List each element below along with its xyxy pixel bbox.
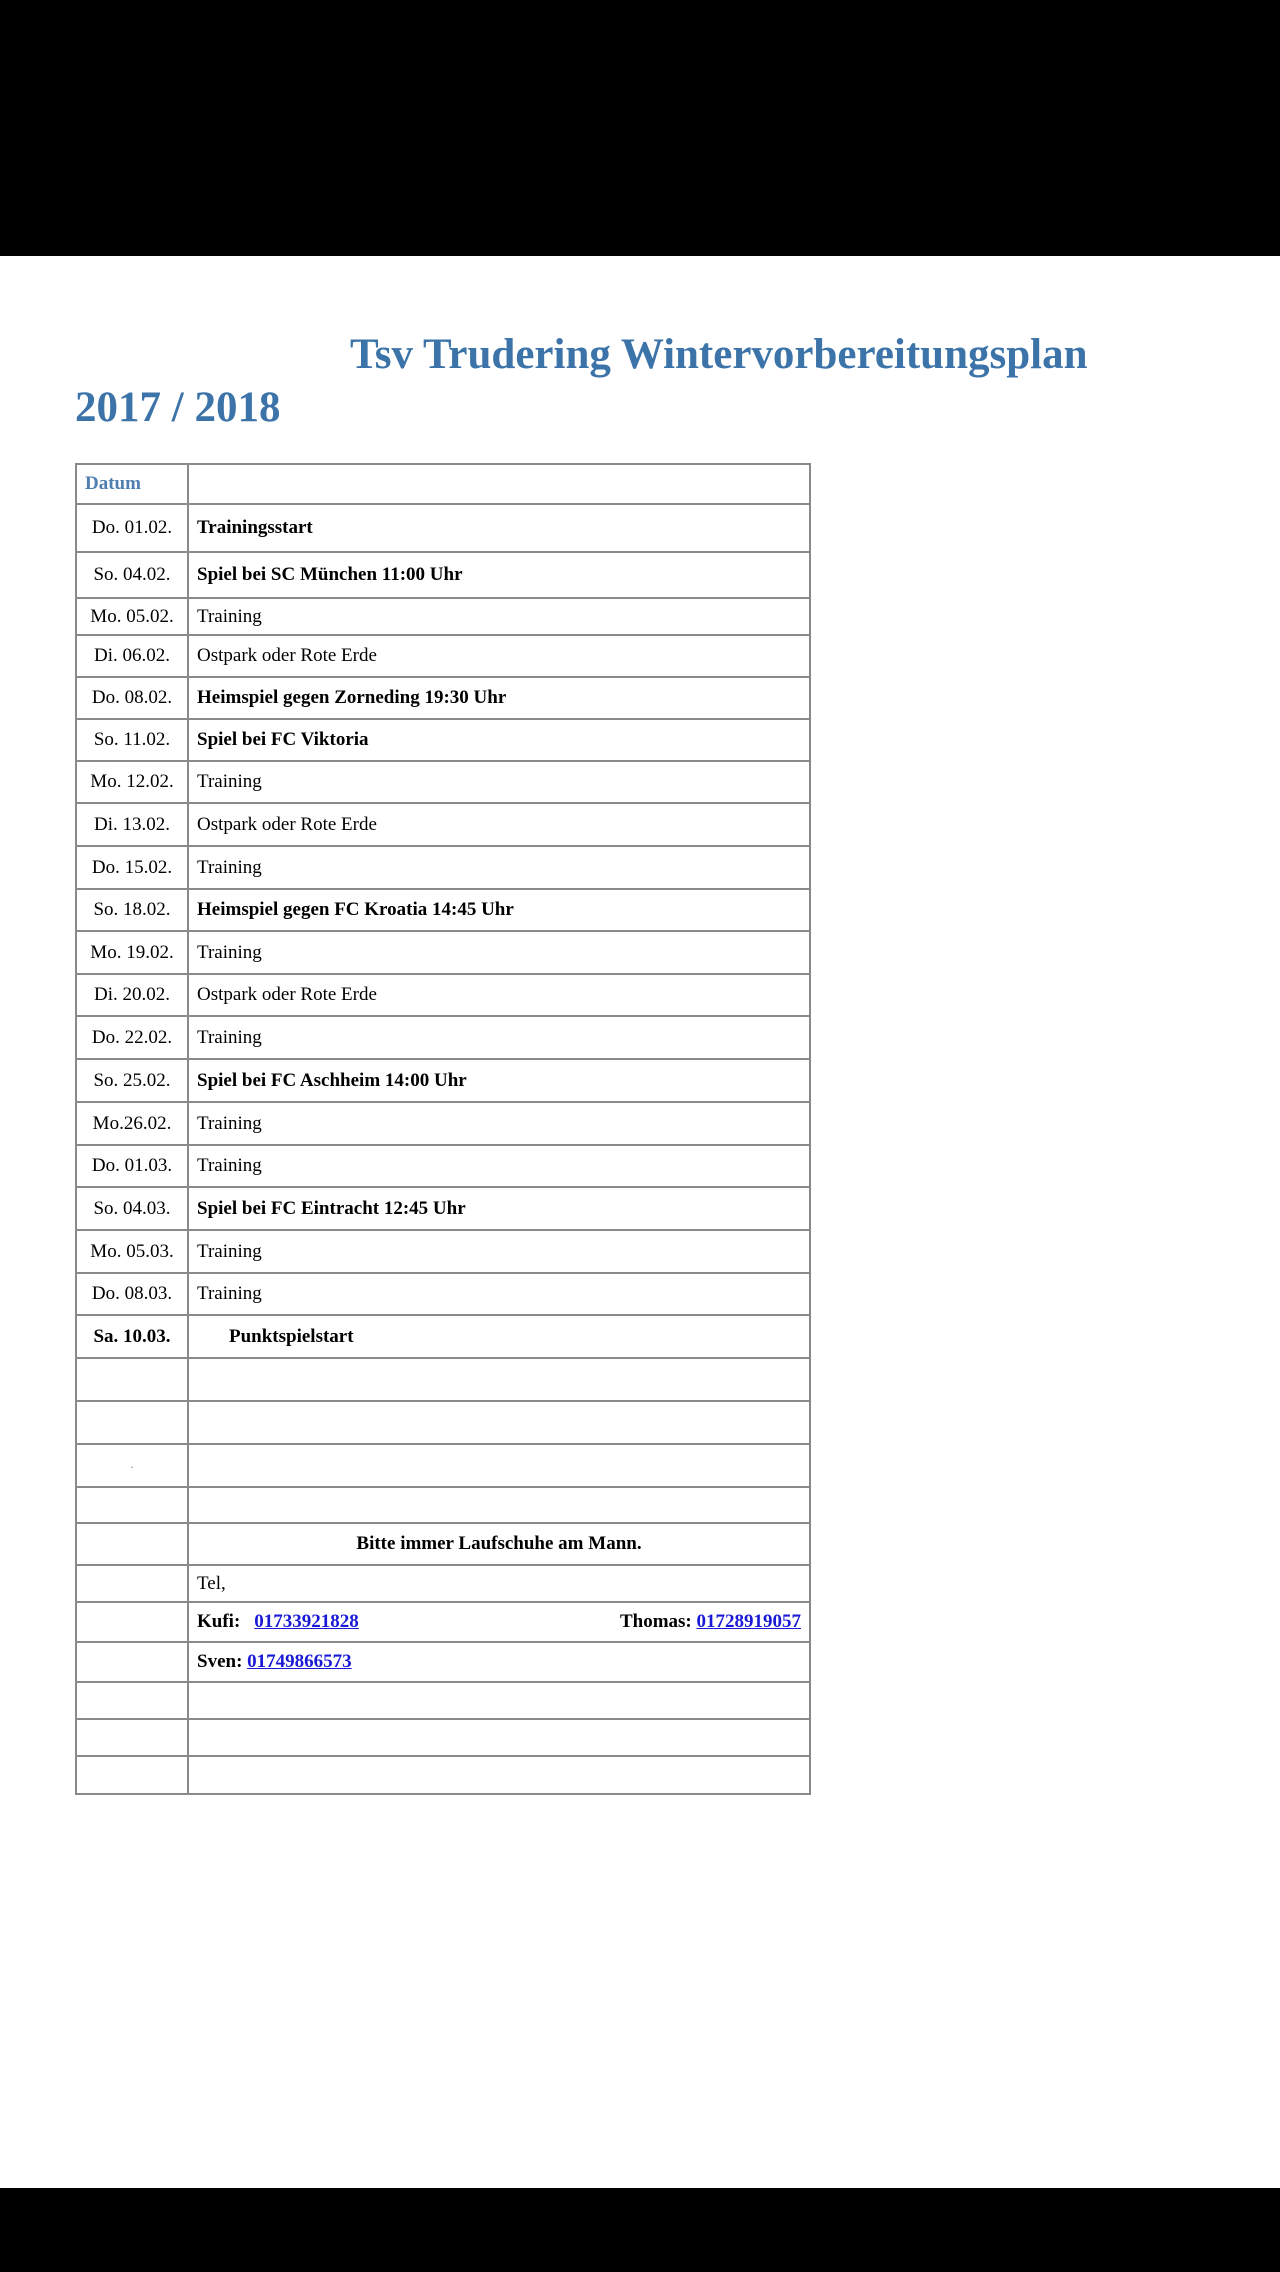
row-date: Sa. 10.03. — [76, 1315, 188, 1358]
row-info: Ostpark oder Rote Erde — [188, 635, 810, 677]
notice-text: Bitte immer Laufschuhe am Mann. — [188, 1523, 810, 1565]
table-row — [76, 1059, 810, 1102]
contacts-cell — [188, 1602, 810, 1642]
table-row-blank — [76, 1719, 810, 1756]
tel-label: Tel, — [188, 1565, 810, 1602]
row-date: So. 04.02. — [76, 552, 188, 598]
contacts-cell-2 — [188, 1642, 810, 1682]
table-row-notice — [76, 1523, 810, 1565]
row-date: Do. 15.02. — [76, 846, 188, 889]
schedule-table — [75, 463, 811, 1795]
table-row — [76, 974, 810, 1016]
row-info: Training — [188, 1145, 810, 1187]
blank-dot: · — [130, 1459, 134, 1474]
table-row-tel — [76, 1565, 810, 1602]
row-date: So. 11.02. — [76, 719, 188, 761]
row-info: Spiel bei FC Viktoria — [188, 719, 810, 761]
row-info: Training — [188, 761, 810, 803]
row-date: Do. 08.02. — [76, 677, 188, 719]
contact-kufi-phone-link[interactable]: 01733921828 — [254, 1611, 359, 1632]
row-date: Mo. 12.02. — [76, 761, 188, 803]
row-info: Training — [188, 598, 810, 635]
table-row — [76, 1145, 810, 1187]
row-info: Trainingsstart — [188, 504, 810, 552]
contact-thomas-phone-link[interactable]: 01728919057 — [696, 1611, 801, 1632]
row-info: Training — [188, 1016, 810, 1059]
table-row — [76, 1102, 810, 1145]
contact-kufi-label: Kufi: — [197, 1611, 241, 1632]
bottom-black-bar — [0, 2188, 1280, 2272]
page-subtitle-season: 2017 / 2018 — [75, 384, 281, 431]
row-info: Spiel bei SC München 11:00 Uhr — [188, 552, 810, 598]
row-info: Training — [188, 1273, 810, 1315]
row-info: Training — [188, 1102, 810, 1145]
table-row-contacts — [76, 1602, 810, 1642]
row-info: Training — [188, 931, 810, 974]
header-info — [188, 464, 810, 504]
row-date: Mo.26.02. — [76, 1102, 188, 1145]
table-row — [76, 1187, 810, 1230]
table-row — [76, 889, 810, 931]
table-row — [76, 931, 810, 974]
table-row — [76, 635, 810, 677]
table-row-contacts-2 — [76, 1642, 810, 1682]
row-date: So. 25.02. — [76, 1059, 188, 1102]
table-row — [76, 761, 810, 803]
row-info: Heimspiel gegen Zorneding 19:30 Uhr — [188, 677, 810, 719]
table-row-punktspielstart — [76, 1315, 810, 1358]
row-info: Training — [188, 846, 810, 889]
table-header-row — [76, 464, 810, 504]
table-row — [76, 719, 810, 761]
table-row-blank — [76, 1682, 810, 1719]
table-row — [76, 1230, 810, 1273]
row-date: Do. 08.03. — [76, 1273, 188, 1315]
header-date: Datum — [76, 464, 188, 504]
row-date: So. 04.03. — [76, 1187, 188, 1230]
row-info: Spiel bei FC Aschheim 14:00 Uhr — [188, 1059, 810, 1102]
row-date: Di. 13.02. — [76, 803, 188, 846]
table-row — [76, 803, 810, 846]
table-row-blank — [76, 1444, 810, 1487]
row-date: Di. 20.02. — [76, 974, 188, 1016]
row-date: Mo. 05.03. — [76, 1230, 188, 1273]
row-date: Do. 01.03. — [76, 1145, 188, 1187]
row-date: Di. 06.02. — [76, 635, 188, 677]
page-title: Tsv Trudering Wintervorbereitungsplan — [350, 331, 1088, 378]
table-row-blank — [76, 1401, 810, 1444]
row-date: Mo. 19.02. — [76, 931, 188, 974]
table-row — [76, 846, 810, 889]
contact-sven-label: Sven: — [197, 1651, 243, 1672]
table-row — [76, 552, 810, 598]
row-info: Training — [188, 1230, 810, 1273]
row-date: Mo. 05.02. — [76, 598, 188, 635]
row-info: Heimspiel gegen FC Kroatia 14:45 Uhr — [188, 889, 810, 931]
contact-thomas-label: Thomas: — [619, 1611, 692, 1632]
table-row — [76, 677, 810, 719]
row-date: So. 18.02. — [76, 889, 188, 931]
table-row-blank — [76, 1487, 810, 1523]
table-row — [76, 598, 810, 635]
row-info: Spiel bei FC Eintracht 12:45 Uhr — [188, 1187, 810, 1230]
row-info-text: Punktspielstart — [229, 1325, 354, 1347]
row-info — [188, 1315, 810, 1358]
row-info: Ostpark oder Rote Erde — [188, 974, 810, 1016]
table-row-blank — [76, 1756, 810, 1794]
contact-sven-phone-link[interactable]: 01749866573 — [247, 1651, 352, 1672]
table-row-blank — [76, 1358, 810, 1401]
table-row — [76, 1016, 810, 1059]
row-date: Do. 22.02. — [76, 1016, 188, 1059]
row-info: Ostpark oder Rote Erde — [188, 803, 810, 846]
table-row — [76, 504, 810, 552]
row-date: Do. 01.02. — [76, 504, 188, 552]
top-black-bar — [0, 0, 1280, 256]
table-row — [76, 1273, 810, 1315]
